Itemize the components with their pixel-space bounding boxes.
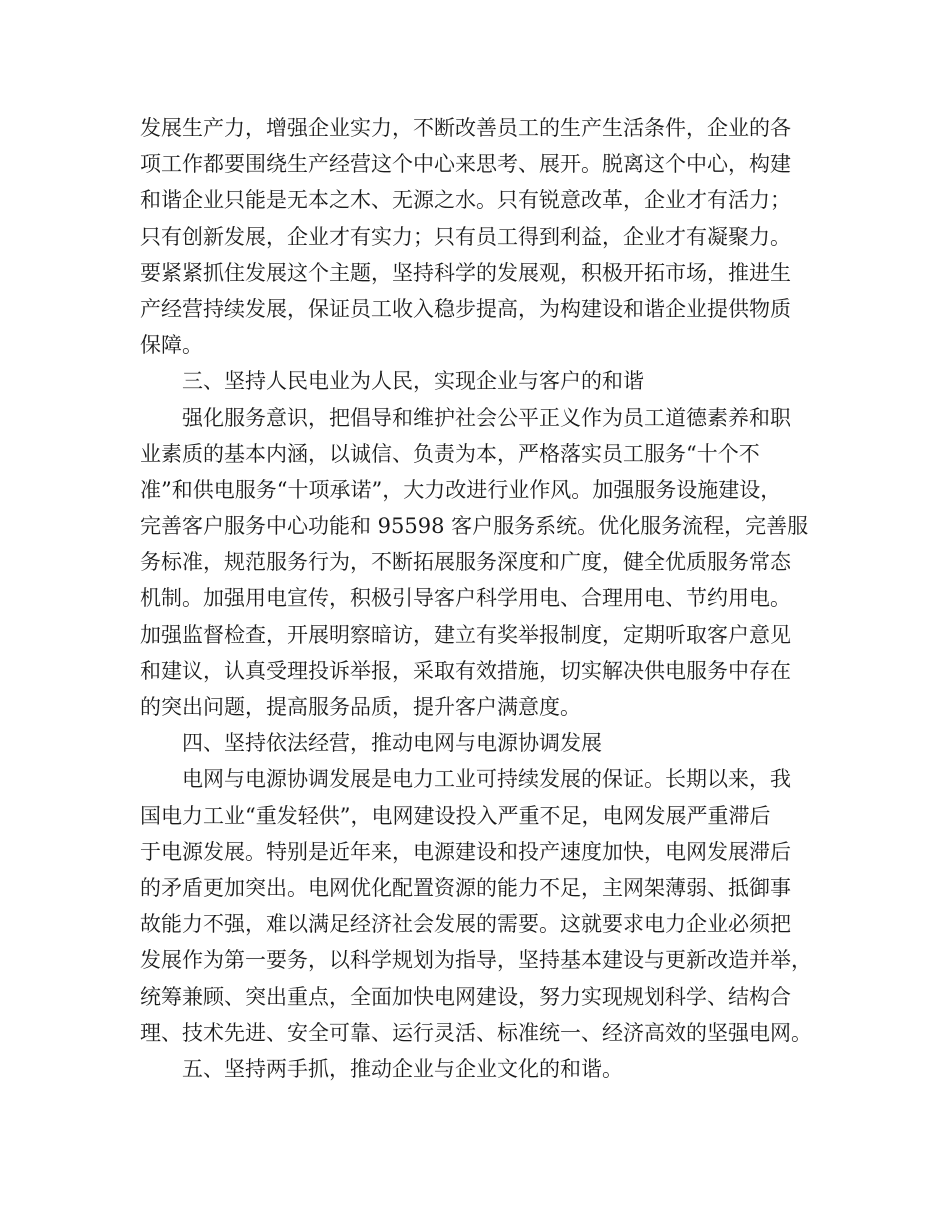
text-line: 理、技术先进、安全可靠、运行灵活、标准统一、经济高效的坚强电网。	[140, 1020, 812, 1045]
text-line: 和建议，认真受理投诉举报，采取有效措施，切实解决供电服务中存在	[140, 658, 791, 683]
text-line: 统筹兼顾、突出重点，全面加快电网建设，努力实现规划科学、结构合	[140, 984, 791, 1009]
text-line: 完善客户服务中心功能和 95598 客户服务系统。优化服务流程，完善服	[140, 514, 809, 539]
text-line: 要紧紧抓住发展这个主题，坚持科学的发展观，积极开拓市场，推进生	[140, 260, 791, 285]
text-line: 准”和供电服务“十项承诺”，大力改进行业作风。加强服务设施建设，	[140, 477, 782, 502]
paragraph-start-line: 三、坚持人民电业为人民，实现企业与客户的和谐	[182, 369, 644, 394]
text-line: 保障。	[140, 333, 203, 358]
text-line: 业素质的基本内涵，以诚信、负责为本，严格落实员工服务“十个不	[140, 441, 760, 466]
text-line: 和谐企业只能是无本之木、无源之水。只有锐意改革，企业才有活力；	[140, 188, 791, 213]
text-line: 故能力不强，难以满足经济社会发展的需要。这就要求电力企业必须把	[140, 912, 791, 937]
text-line: 项工作都要围绕生产经营这个中心来思考、展开。脱离这个中心，构建	[140, 152, 791, 177]
paragraph-start-line: 电网与电源协调发展是电力工业可持续发展的保证。长期以来，我	[182, 767, 791, 792]
text-line: 的矛盾更加突出。电网优化配置资源的能力不足，主网架薄弱、抵御事	[140, 875, 791, 900]
text-line: 只有创新发展，企业才有实力；只有员工得到利益，企业才有凝聚力。	[140, 224, 791, 249]
paragraph-start-line: 五、坚持两手抓，推动企业与企业文化的和谐。	[182, 1056, 623, 1081]
text-line: 加强监督检查，开展明察暗访，建立有奖举报制度，定期听取客户意见	[140, 622, 791, 647]
document-body-text	[140, 110, 830, 1087]
text-line: 国电力工业“重发轻供”，电网建设投入严重不足，电网发展严重滞后	[140, 803, 771, 828]
text-line: 的突出问题，提高服务品质，提升客户满意度。	[140, 695, 581, 719]
paragraph-start-line: 强化服务意识，把倡导和维护社会公平正义作为员工道德素养和职	[182, 405, 791, 430]
paragraph-start-line: 四、坚持依法经营，推动电网与电源协调发展	[182, 731, 602, 756]
text-line: 发展作为第一要务，以科学规划为指导，坚持基本建设与更新改造并举，	[140, 948, 812, 973]
text-line: 机制。加强用电宣传，积极引导客户科学用电、合理用电、节约用电。	[140, 586, 791, 611]
text-line: 产经营持续发展，保证员工收入稳步提高，为构建设和谐企业提供物质	[140, 296, 791, 321]
text-line: 于电源发展。特别是近年来，电源建设和投产速度加快，电网发展滞后	[140, 839, 791, 864]
text-line: 务标准，规范服务行为，不断拓展服务深度和广度，健全优质服务常态	[140, 550, 791, 575]
text-line: 发展生产力，增强企业实力，不断改善员工的生产生活条件，企业的各	[140, 116, 791, 140]
